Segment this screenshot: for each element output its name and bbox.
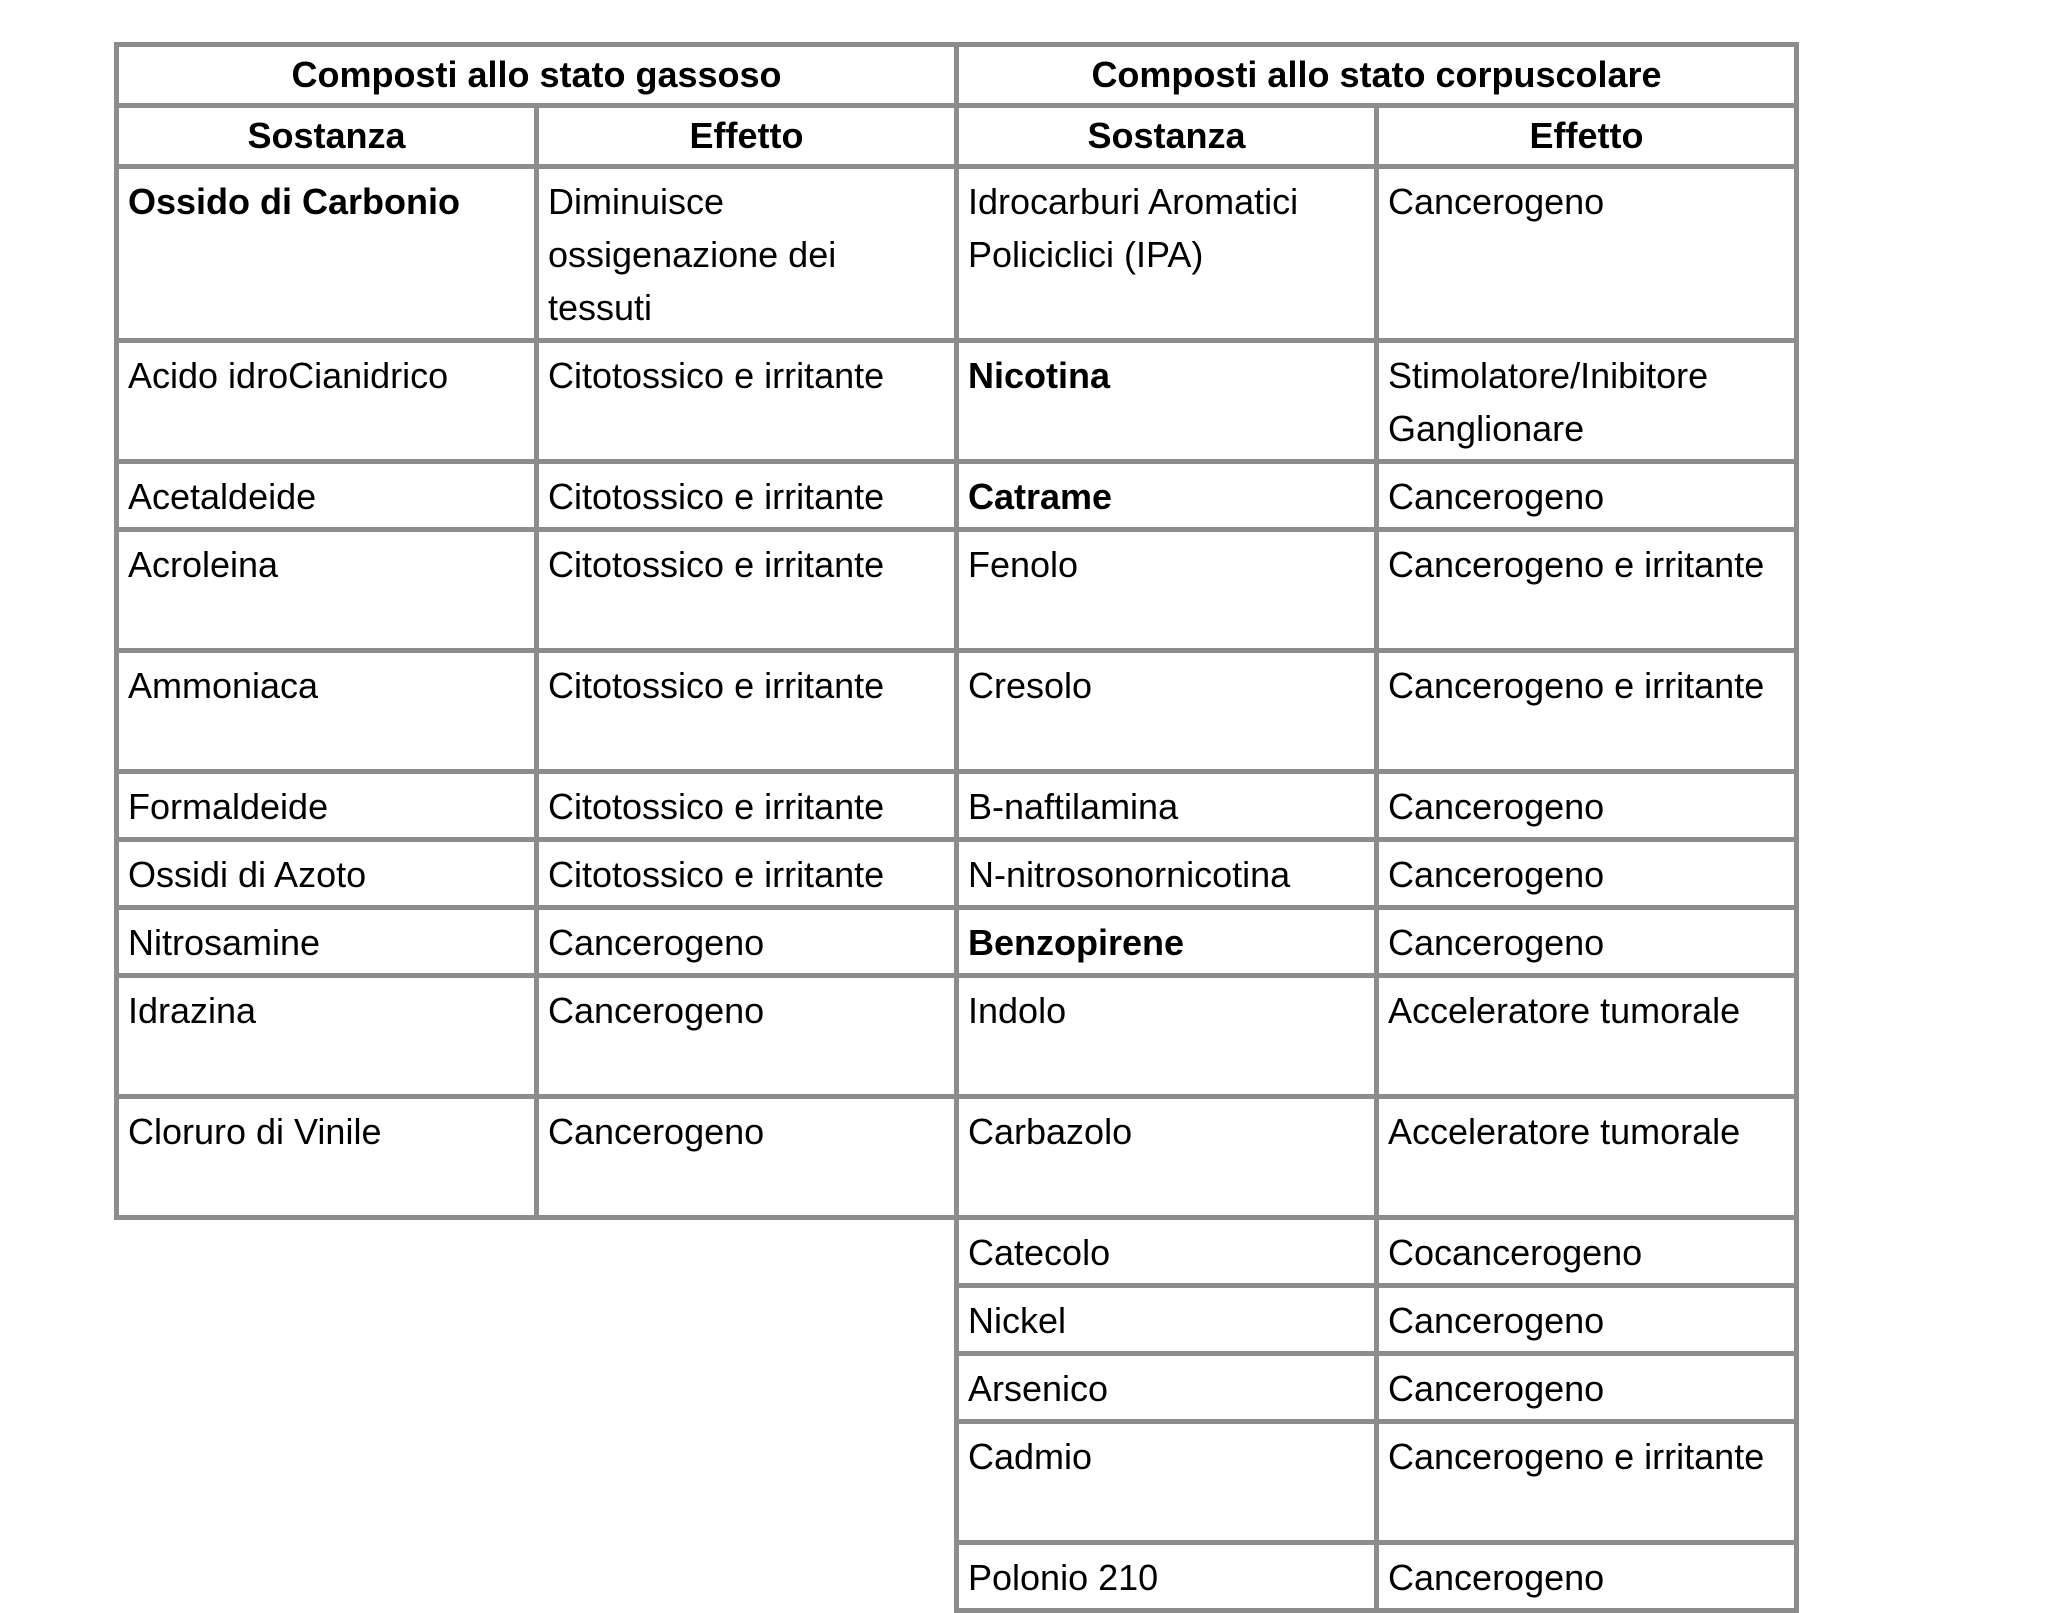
particle-effect-cell: Cocancerogeno bbox=[1377, 1218, 1797, 1286]
column-header-row bbox=[117, 106, 1797, 167]
table-row bbox=[117, 341, 1797, 462]
particle-substance-cell: Nickel bbox=[957, 1286, 1377, 1354]
group-header-gas: Composti allo stato gassoso bbox=[117, 45, 957, 106]
gas-substance-cell: Idrazina bbox=[117, 976, 537, 1097]
gas-substance-cell: Acetaldeide bbox=[117, 462, 537, 530]
particle-effect-cell: Cancerogeno bbox=[1377, 462, 1797, 530]
particle-effect-cell: Cancerogeno e irritante bbox=[1377, 530, 1797, 651]
particle-effect-cell: Cancerogeno bbox=[1377, 1543, 1797, 1611]
particle-effect-cell: Cancerogeno e irritante bbox=[1377, 1422, 1797, 1543]
particle-substance-cell: Indolo bbox=[957, 976, 1377, 1097]
empty-cell bbox=[117, 1218, 957, 1286]
column-header-particle-substance: Sostanza bbox=[957, 106, 1377, 167]
column-header-gas-substance: Sostanza bbox=[117, 106, 537, 167]
group-header-row bbox=[117, 45, 1797, 106]
column-header-gas-effect: Effetto bbox=[537, 106, 957, 167]
gas-substance-cell: Acido idroCianidrico bbox=[117, 341, 537, 462]
particle-substance-cell: Idrocarburi Aromatici Policiclici (IPA) bbox=[957, 167, 1377, 341]
gas-effect-cell: Citotossico e irritante bbox=[537, 840, 957, 908]
gas-effect-cell: Citotossico e irritante bbox=[537, 772, 957, 840]
gas-substance-cell: Acroleina bbox=[117, 530, 537, 651]
empty-cell bbox=[117, 1286, 957, 1354]
particle-substance-cell: Fenolo bbox=[957, 530, 1377, 651]
table-row bbox=[117, 1097, 1797, 1218]
particle-effect-cell: Acceleratore tumorale bbox=[1377, 976, 1797, 1097]
particle-effect-cell: Cancerogeno bbox=[1377, 908, 1797, 976]
table-row bbox=[117, 530, 1797, 651]
table-row bbox=[117, 976, 1797, 1097]
table-row bbox=[117, 1354, 1797, 1422]
particle-substance-cell: Benzopirene bbox=[957, 908, 1377, 976]
particle-effect-cell: Cancerogeno bbox=[1377, 772, 1797, 840]
particle-substance-cell: B-naftilamina bbox=[957, 772, 1377, 840]
gas-effect-cell: Diminuisce ossigenazione dei tessuti bbox=[537, 167, 957, 341]
particle-substance-cell: Arsenico bbox=[957, 1354, 1377, 1422]
gas-effect-cell: Cancerogeno bbox=[537, 976, 957, 1097]
table-row bbox=[117, 462, 1797, 530]
gas-substance-cell: Cloruro di Vinile bbox=[117, 1097, 537, 1218]
particle-substance-cell: Nicotina bbox=[957, 341, 1377, 462]
table-row bbox=[117, 1218, 1797, 1286]
gas-substance-cell: Nitrosamine bbox=[117, 908, 537, 976]
gas-substance-cell: Ossidi di Azoto bbox=[117, 840, 537, 908]
gas-effect-cell: Cancerogeno bbox=[537, 1097, 957, 1218]
gas-substance-cell: Ossido di Carbonio bbox=[117, 167, 537, 341]
table-row bbox=[117, 1286, 1797, 1354]
table-row bbox=[117, 908, 1797, 976]
particle-effect-cell: Stimolatore/Inibitore Ganglionare bbox=[1377, 341, 1797, 462]
column-header-particle-effect: Effetto bbox=[1377, 106, 1797, 167]
table-row bbox=[117, 167, 1797, 341]
compounds-table bbox=[114, 42, 1799, 1613]
particle-substance-cell: Polonio 210 bbox=[957, 1543, 1377, 1611]
particle-effect-cell: Cancerogeno bbox=[1377, 840, 1797, 908]
empty-cell bbox=[117, 1422, 957, 1543]
table-row bbox=[117, 1422, 1797, 1543]
gas-effect-cell: Citotossico e irritante bbox=[537, 651, 957, 772]
particle-substance-cell: Cadmio bbox=[957, 1422, 1377, 1543]
table-row bbox=[117, 772, 1797, 840]
particle-effect-cell: Acceleratore tumorale bbox=[1377, 1097, 1797, 1218]
particle-substance-cell: Catrame bbox=[957, 462, 1377, 530]
particle-effect-cell: Cancerogeno bbox=[1377, 1354, 1797, 1422]
table-row bbox=[117, 840, 1797, 908]
particle-substance-cell: Cresolo bbox=[957, 651, 1377, 772]
gas-substance-cell: Ammoniaca bbox=[117, 651, 537, 772]
particle-effect-cell: Cancerogeno e irritante bbox=[1377, 651, 1797, 772]
group-header-particle: Composti allo stato corpuscolare bbox=[957, 45, 1797, 106]
table-row bbox=[117, 1543, 1797, 1611]
particle-effect-cell: Cancerogeno bbox=[1377, 1286, 1797, 1354]
gas-effect-cell: Citotossico e irritante bbox=[537, 341, 957, 462]
particle-substance-cell: N-nitrosonornicotina bbox=[957, 840, 1377, 908]
gas-effect-cell: Cancerogeno bbox=[537, 908, 957, 976]
gas-effect-cell: Citotossico e irritante bbox=[537, 530, 957, 651]
empty-cell bbox=[117, 1543, 957, 1611]
gas-effect-cell: Citotossico e irritante bbox=[537, 462, 957, 530]
particle-substance-cell: Catecolo bbox=[957, 1218, 1377, 1286]
table-row bbox=[117, 651, 1797, 772]
empty-cell bbox=[117, 1354, 957, 1422]
gas-substance-cell: Formaldeide bbox=[117, 772, 537, 840]
particle-effect-cell: Cancerogeno bbox=[1377, 167, 1797, 341]
particle-substance-cell: Carbazolo bbox=[957, 1097, 1377, 1218]
